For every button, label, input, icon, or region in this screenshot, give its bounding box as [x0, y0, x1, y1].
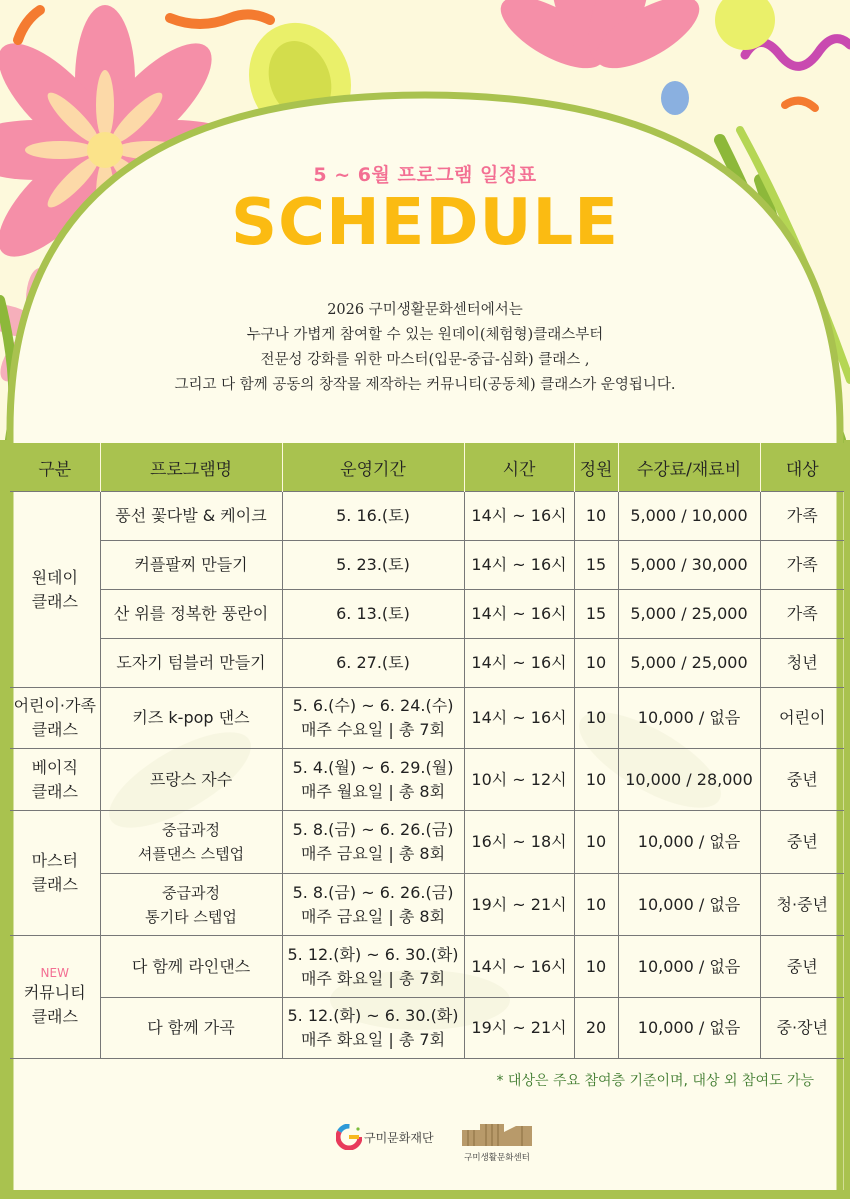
- table-row: [10, 639, 844, 688]
- table-row: [10, 874, 844, 936]
- table-row: [10, 936, 844, 998]
- program-name: 다 함께 라인댄스: [100, 936, 282, 998]
- category-label: 베이직 클래스: [31, 757, 78, 801]
- table-row: [10, 811, 844, 874]
- category-cell: [10, 688, 100, 749]
- program-capacity: 10: [574, 639, 618, 688]
- category-label: 커뮤니티 클래스: [23, 983, 86, 1026]
- program-name: 중급과정 셔플댄스 스텝업: [100, 811, 282, 874]
- program-period: 5. 8.(금) ~ 6. 26.(금) 매주 금요일 | 총 8회: [282, 811, 464, 874]
- program-time: 14시 ~ 16시: [464, 688, 574, 749]
- program-time: 14시 ~ 16시: [464, 639, 574, 688]
- table-row: [10, 749, 844, 811]
- intro-line: 전문성 강화를 위한 마스터(입문-중급-심화) 클래스 ,: [260, 352, 590, 368]
- program-time: 14시 ~ 16시: [464, 492, 574, 541]
- program-period: 5. 16.(토): [282, 492, 464, 541]
- program-fee: 5,000 / 25,000: [618, 590, 760, 639]
- frame-bottom: [0, 1190, 850, 1199]
- program-capacity: 10: [574, 749, 618, 811]
- program-capacity: 10: [574, 811, 618, 874]
- program-fee: 5,000 / 25,000: [618, 639, 760, 688]
- program-fee: 10,000 / 없음: [618, 998, 760, 1059]
- page-title: SCHEDULE: [231, 186, 619, 260]
- category-cell: [10, 492, 100, 688]
- table-row: [10, 998, 844, 1059]
- program-fee: 10,000 / 없음: [618, 811, 760, 874]
- program-period: 5. 12.(화) ~ 6. 30.(화) 매주 화요일 | 총 7회: [282, 936, 464, 998]
- program-time: 14시 ~ 16시: [464, 590, 574, 639]
- foundation-logo-text: 구미문화재단: [364, 1130, 434, 1145]
- program-period: 5. 23.(토): [282, 541, 464, 590]
- footnote: * 대상은 주요 참여층 기준이며, 대상 외 참여도 가능: [496, 1073, 814, 1089]
- intro-line: 2026 구미생활문화센터에서는: [327, 302, 523, 318]
- program-name: 커플팔찌 만들기: [100, 541, 282, 590]
- program-capacity: 20: [574, 998, 618, 1059]
- program-period: 6. 13.(토): [282, 590, 464, 639]
- frame-left: [0, 440, 10, 1199]
- program-period: 6. 27.(토): [282, 639, 464, 688]
- column-header: 시간: [464, 443, 574, 492]
- program-time: 10시 ~ 12시: [464, 749, 574, 811]
- program-time: 16시 ~ 18시: [464, 811, 574, 874]
- program-time: 19시 ~ 21시: [464, 874, 574, 936]
- gumi-culture-foundation-logo: [336, 1124, 434, 1150]
- program-period: 5. 8.(금) ~ 6. 26.(금) 매주 금요일 | 총 8회: [282, 874, 464, 936]
- category-cell: [10, 749, 100, 811]
- program-target: 어린이: [760, 688, 844, 749]
- program-name: 키즈 k-pop 댄스: [100, 688, 282, 749]
- column-header: 구분: [10, 443, 100, 492]
- foundation-logo-icon: [336, 1124, 362, 1150]
- table-header-row: [10, 443, 844, 492]
- program-name: 도자기 텀블러 만들기: [100, 639, 282, 688]
- program-target: 가족: [760, 590, 844, 639]
- column-header: 수강료/재료비: [618, 443, 760, 492]
- program-target: 중년: [760, 749, 844, 811]
- program-period: 5. 12.(화) ~ 6. 30.(화) 매주 화요일 | 총 7회: [282, 998, 464, 1059]
- intro-text: [0, 298, 850, 398]
- program-time: 19시 ~ 21시: [464, 998, 574, 1059]
- program-fee: 10,000 / 28,000: [618, 749, 760, 811]
- column-header: 운영기간: [282, 443, 464, 492]
- new-badge: NEW: [40, 966, 69, 980]
- column-header: 대상: [760, 443, 844, 492]
- program-name: 중급과정 통기타 스텝업: [100, 874, 282, 936]
- program-period: 5. 6.(수) ~ 6. 24.(수) 매주 수요일 | 총 7회: [282, 688, 464, 749]
- program-fee: 5,000 / 30,000: [618, 541, 760, 590]
- program-capacity: 10: [574, 492, 618, 541]
- program-target: 청년: [760, 639, 844, 688]
- program-capacity: 10: [574, 936, 618, 998]
- program-time: 14시 ~ 16시: [464, 541, 574, 590]
- table-row: [10, 492, 844, 541]
- program-name: 프랑스 자수: [100, 749, 282, 811]
- program-fee: 10,000 / 없음: [618, 874, 760, 936]
- program-target: 중년: [760, 811, 844, 874]
- intro-line: 그리고 다 함께 공동의 창작물 제작하는 커뮤니티(공동체) 클래스가 운영됩니다.: [174, 377, 676, 393]
- frame-right: [844, 440, 850, 1199]
- category-label: 마스터 클래스: [31, 851, 78, 894]
- category-cell: [10, 811, 100, 936]
- program-target: 가족: [760, 541, 844, 590]
- program-capacity: 15: [574, 590, 618, 639]
- center-logo-text: 구미생활문화센터: [464, 1153, 530, 1163]
- program-name: 산 위를 정복한 풍란이: [100, 590, 282, 639]
- program-target: 청·중년: [760, 874, 844, 936]
- category-label: 원데이 클래스: [31, 567, 78, 611]
- program-capacity: 15: [574, 541, 618, 590]
- schedule-table: [10, 443, 844, 1059]
- intro-line: 누구나 가볍게 참여할 수 있는 원데이(체험형)클래스부터: [246, 327, 604, 343]
- category-cell: [10, 936, 100, 1059]
- program-fee: 10,000 / 없음: [618, 936, 760, 998]
- gumi-life-culture-center-logo: [460, 1122, 534, 1163]
- category-label: 어린이·가족 클래스: [13, 696, 96, 739]
- table-row: [10, 688, 844, 749]
- table-row: [10, 541, 844, 590]
- program-time: 14시 ~ 16시: [464, 936, 574, 998]
- program-period: 5. 4.(월) ~ 6. 29.(월) 매주 월요일 | 총 8회: [282, 749, 464, 811]
- table-row: [10, 590, 844, 639]
- program-name: 풍선 꽃다발 & 케이크: [100, 492, 282, 541]
- program-target: 중년: [760, 936, 844, 998]
- column-header: 프로그램명: [100, 443, 282, 492]
- program-capacity: 10: [574, 874, 618, 936]
- program-fee: 10,000 / 없음: [618, 688, 760, 749]
- program-target: 중·장년: [760, 998, 844, 1059]
- page-subtitle: 5 ~ 6월 프로그램 일정표: [313, 164, 537, 186]
- center-logo-icon: [460, 1122, 534, 1146]
- program-fee: 5,000 / 10,000: [618, 492, 760, 541]
- program-name: 다 함께 가곡: [100, 998, 282, 1059]
- column-header: 정원: [574, 443, 618, 492]
- program-capacity: 10: [574, 688, 618, 749]
- program-target: 가족: [760, 492, 844, 541]
